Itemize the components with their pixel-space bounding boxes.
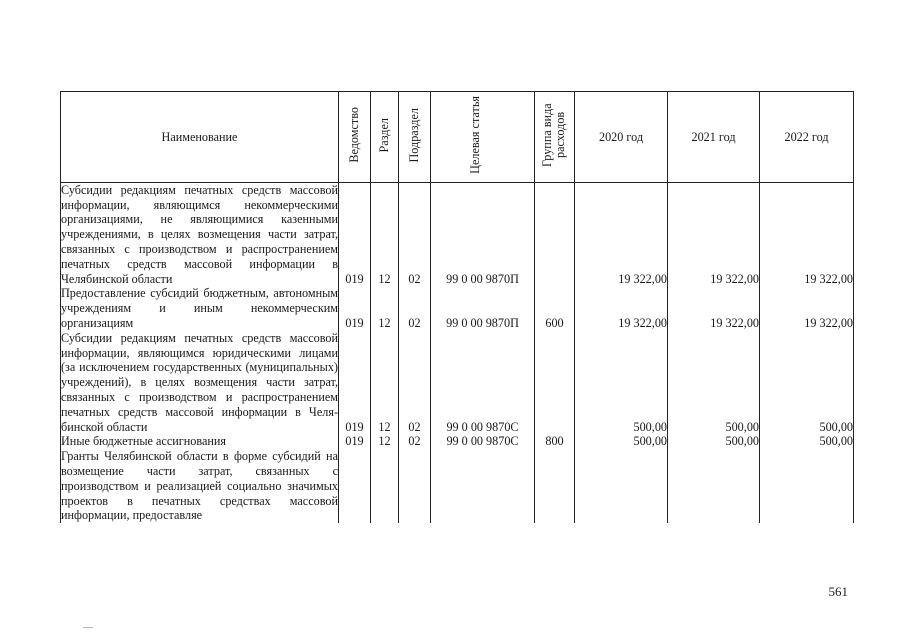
row-2021: 500,00 [668,434,760,449]
header-podrazdel-cell [399,92,431,183]
budget-table [60,91,854,523]
table-row [61,286,854,330]
header-2021: 2021 год [668,92,760,183]
row-2020 [575,449,668,523]
row-2022: 500,00 [760,434,854,449]
table-row [61,331,854,435]
row-razdel: 12 [371,434,399,449]
header-2020: 2020 год [575,92,668,183]
row-vr [535,182,575,286]
row-podrazdel: 02 [399,286,431,330]
row-celevaya: 99 0 00 9870С [431,434,535,449]
row-razdel: 12 [371,286,399,330]
row-name: Гранты Челябинской области в форме субсидий на возмещение части затрат, связанных с производством и реализацией социально значимых проектов в печатных средствах массовой информации, предоставляе [61,449,338,523]
row-vr: 600 [535,286,575,330]
row-2022: 19 322,00 [760,286,854,330]
row-ved: 019 [339,286,371,330]
row-2022 [760,449,854,523]
header-vedomstvo: Ведомство [347,107,361,163]
header-razdel: Раздел [377,117,391,153]
row-vr: 800 [535,434,575,449]
row-podrazdel [399,449,431,523]
row-2020: 19 322,00 [575,286,668,330]
table-row [61,449,854,523]
header-gruppa-cell [535,92,575,183]
row-2022: 19 322,00 [760,182,854,286]
scan-mark [83,627,93,628]
row-podrazdel: 02 [399,434,431,449]
row-2021 [668,449,760,523]
row-2021: 19 322,00 [668,182,760,286]
row-name: Иные бюджетные ассигнования [61,434,339,449]
row-razdel: 12 [371,331,399,435]
row-ved: 019 [339,331,371,435]
header-name: Наименование [61,92,339,183]
row-podrazdel: 02 [399,331,431,435]
header-celevaya-cell [431,92,535,183]
row-vr [535,331,575,435]
table-row [61,182,854,286]
row-ved: 019 [339,182,371,286]
header-gruppa-vida: Группа вида расходов [539,103,567,167]
row-name: Субсидии редакциям печатных средств массовой информации, являющимся некоммерческими организациями, не являющимися казенными учреждениями, в целях возмещения части затрат, связанных с производством и распространением печатных средств массовой информации в Челябинской области [61,182,338,286]
row-name: Предоставление субсидий бюджетным, автономным учреждениям и иным некоммерческим организациям [61,286,338,330]
header-vedomstvo-cell [339,92,371,183]
row-celevaya: 99 0 00 9870П [431,182,535,286]
row-2021: 500,00 [668,331,760,435]
row-2022: 500,00 [760,331,854,435]
row-celevaya: 99 0 00 9870С [431,331,535,435]
row-2020: 19 322,00 [575,182,668,286]
header-razdel-cell [371,92,399,183]
row-celevaya [431,449,535,523]
table-row [61,434,854,449]
row-2021: 19 322,00 [668,286,760,330]
row-2020: 500,00 [575,331,668,435]
row-podrazdel: 02 [399,182,431,286]
header-celevaya-statya: Целевая статья [467,96,482,174]
row-vr [535,449,575,523]
row-ved [339,449,371,523]
header-podrazdel: Подраздел [407,107,421,163]
row-2020: 500,00 [575,434,668,449]
row-razdel: 12 [371,182,399,286]
row-name: Субсидии редакциям печатных средств массовой информации, являющимся юридическими лицами (за исключением государственных (муниципальных) учреждений), в целях возмещения части затрат, связанных с производством и распространением печатных средств массовой информации в Челябинской области [61,330,338,434]
row-ved: 019 [339,434,371,449]
table-header-row [61,92,854,183]
row-razdel [371,449,399,523]
header-2022: 2022 год [760,92,854,183]
row-celevaya: 99 0 00 9870П [431,286,535,330]
page-number: 561 [828,584,848,599]
